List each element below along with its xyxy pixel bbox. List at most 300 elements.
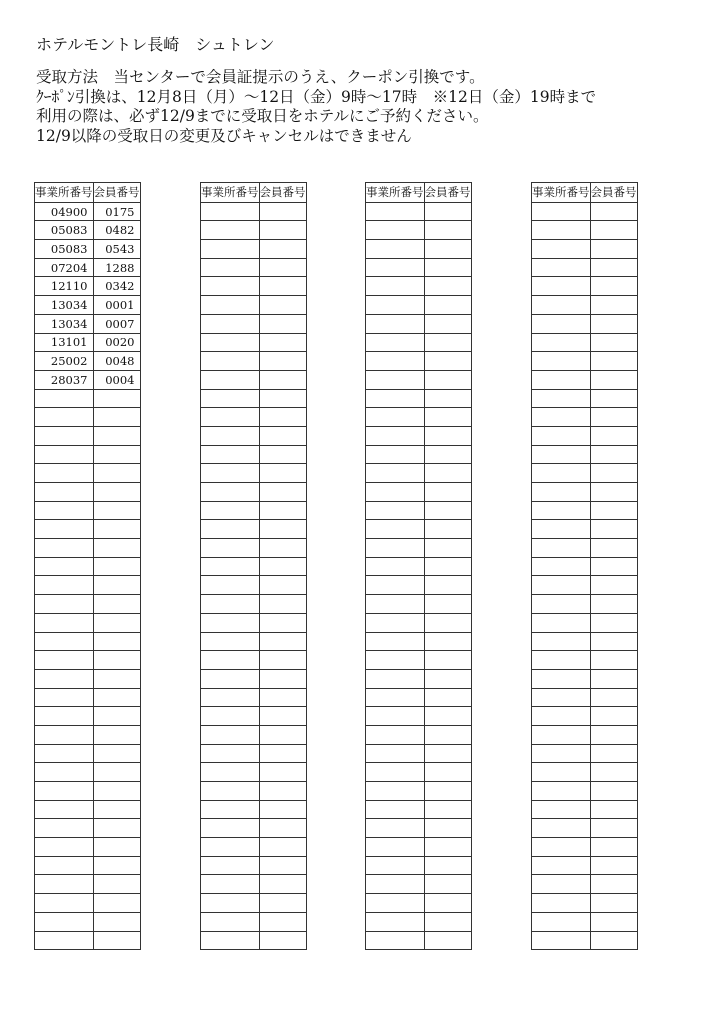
member-number-cell	[259, 669, 306, 688]
table-row	[35, 520, 141, 539]
member-number-cell	[93, 875, 140, 894]
member-number-cell	[424, 277, 471, 296]
office-number-cell	[532, 352, 591, 371]
office-number-cell: 04900	[35, 202, 94, 221]
office-number-header: 事業所番号	[35, 183, 94, 203]
member-number-cell	[590, 613, 637, 632]
table-row	[201, 258, 307, 277]
member-number-cell	[424, 688, 471, 707]
member-number-cell: 0007	[93, 314, 140, 333]
member-number-cell	[259, 202, 306, 221]
office-number-cell	[532, 277, 591, 296]
office-number-cell: 12110	[35, 277, 94, 296]
table-row	[366, 894, 472, 913]
table-row	[366, 912, 472, 931]
office-number-cell	[201, 763, 260, 782]
table-row	[366, 557, 472, 576]
office-number-cell	[201, 782, 260, 801]
table-row	[532, 931, 638, 950]
office-number-cell	[201, 296, 260, 315]
table-row	[201, 296, 307, 315]
table-row	[532, 632, 638, 651]
office-number-cell	[201, 557, 260, 576]
member-number-cell	[424, 501, 471, 520]
table-row	[532, 912, 638, 931]
member-number-cell	[590, 333, 637, 352]
table-row	[532, 408, 638, 427]
office-number-header: 事業所番号	[532, 183, 591, 203]
office-number-cell	[366, 894, 425, 913]
office-number-cell	[366, 613, 425, 632]
office-number-cell	[201, 875, 260, 894]
office-number-cell	[532, 202, 591, 221]
office-number-cell	[532, 501, 591, 520]
table-row	[35, 352, 141, 371]
member-number-cell	[259, 389, 306, 408]
table-row	[201, 632, 307, 651]
table-row	[35, 314, 141, 333]
office-number-cell	[35, 483, 94, 502]
instruction-line: 利用の際は、必ず12/9までに受取日をホテルにご予約ください。	[36, 107, 489, 125]
table-row	[366, 520, 472, 539]
office-number-cell	[532, 800, 591, 819]
office-number-cell	[35, 819, 94, 838]
office-number-cell	[532, 258, 591, 277]
table-row	[35, 707, 141, 726]
member-number-cell	[93, 912, 140, 931]
member-number-cell	[259, 520, 306, 539]
table-row	[366, 258, 472, 277]
office-number-cell	[366, 632, 425, 651]
table-row	[201, 277, 307, 296]
member-number-cell	[424, 370, 471, 389]
member-number-cell	[590, 800, 637, 819]
table-row	[532, 426, 638, 445]
member-number-cell	[424, 426, 471, 445]
member-number-cell	[93, 707, 140, 726]
member-number-cell	[93, 632, 140, 651]
table-row	[201, 539, 307, 558]
instructions	[36, 68, 596, 146]
member-number-cell	[424, 632, 471, 651]
member-number-cell	[590, 296, 637, 315]
member-number-cell	[590, 595, 637, 614]
table-row	[532, 669, 638, 688]
member-number-cell	[259, 426, 306, 445]
member-number-cell	[424, 613, 471, 632]
member-number-cell	[424, 725, 471, 744]
member-number-cell	[590, 819, 637, 838]
table-row	[201, 856, 307, 875]
office-number-cell	[201, 576, 260, 595]
office-number-cell	[532, 613, 591, 632]
office-number-cell	[201, 539, 260, 558]
member-number-cell	[93, 856, 140, 875]
member-number-cell	[259, 912, 306, 931]
member-number-cell	[259, 333, 306, 352]
table-row	[366, 277, 472, 296]
office-number-cell	[201, 483, 260, 502]
office-number-cell	[366, 744, 425, 763]
member-number-cell	[590, 464, 637, 483]
table-row	[366, 501, 472, 520]
member-number-cell	[93, 819, 140, 838]
table-row	[532, 445, 638, 464]
table-row	[35, 688, 141, 707]
member-number-cell	[590, 725, 637, 744]
member-number-cell	[424, 669, 471, 688]
table-row	[532, 464, 638, 483]
member-number-cell	[424, 856, 471, 875]
office-number-cell	[201, 464, 260, 483]
table-row	[366, 426, 472, 445]
table-row	[532, 333, 638, 352]
table-row	[201, 221, 307, 240]
member-number-cell	[259, 725, 306, 744]
table-row	[366, 483, 472, 502]
office-number-cell	[35, 931, 94, 950]
member-number-cell	[590, 894, 637, 913]
table-row	[532, 221, 638, 240]
office-number-cell	[201, 202, 260, 221]
member-number-cell	[259, 875, 306, 894]
member-number-cell	[590, 370, 637, 389]
member-number-cell	[93, 688, 140, 707]
table-row	[366, 875, 472, 894]
table-row	[366, 202, 472, 221]
table-row	[201, 314, 307, 333]
office-number-cell	[35, 688, 94, 707]
office-number-cell: 13101	[35, 333, 94, 352]
member-number-cell	[259, 931, 306, 950]
office-number-cell	[35, 557, 94, 576]
office-number-cell	[532, 707, 591, 726]
table-row	[532, 651, 638, 670]
table-row	[201, 912, 307, 931]
office-number-cell	[366, 856, 425, 875]
office-number-cell	[35, 707, 94, 726]
member-number-cell	[259, 483, 306, 502]
office-number-cell	[366, 240, 425, 259]
member-number-cell	[259, 296, 306, 315]
member-number-cell	[590, 221, 637, 240]
member-number-cell	[259, 576, 306, 595]
member-number-cell	[590, 408, 637, 427]
table-row	[532, 838, 638, 857]
table-row	[201, 576, 307, 595]
office-number-cell	[532, 931, 591, 950]
table-row	[366, 408, 472, 427]
table-row	[35, 539, 141, 558]
office-number-cell	[366, 707, 425, 726]
table-row	[366, 464, 472, 483]
office-number-cell	[201, 800, 260, 819]
table-row	[532, 819, 638, 838]
office-number-cell	[35, 875, 94, 894]
table-row	[201, 595, 307, 614]
table-row	[35, 613, 141, 632]
office-number-cell	[532, 240, 591, 259]
office-number-cell	[35, 389, 94, 408]
table-row	[35, 258, 141, 277]
table-row	[35, 389, 141, 408]
table-row	[35, 651, 141, 670]
table-row	[35, 501, 141, 520]
office-number-cell	[201, 445, 260, 464]
table-row	[532, 595, 638, 614]
member-number-cell	[424, 912, 471, 931]
table-row	[532, 725, 638, 744]
table-row	[201, 240, 307, 259]
member-number-cell	[259, 501, 306, 520]
table-row	[201, 408, 307, 427]
member-number-header: 会員番号	[93, 183, 140, 203]
member-number-cell	[424, 258, 471, 277]
office-number-cell	[366, 277, 425, 296]
table-row	[532, 520, 638, 539]
table-row	[201, 202, 307, 221]
table-row	[532, 296, 638, 315]
member-number-cell	[259, 539, 306, 558]
table-row	[35, 856, 141, 875]
office-number-cell	[532, 632, 591, 651]
table-row	[35, 744, 141, 763]
office-number-cell	[532, 651, 591, 670]
member-number-cell	[93, 931, 140, 950]
table-row	[532, 557, 638, 576]
member-number-cell	[259, 763, 306, 782]
office-number-cell	[366, 782, 425, 801]
table-row	[201, 352, 307, 371]
member-number-cell	[259, 688, 306, 707]
member-number-cell	[93, 557, 140, 576]
member-number-cell	[590, 202, 637, 221]
table-row	[532, 258, 638, 277]
table-row	[35, 725, 141, 744]
office-number-cell	[532, 483, 591, 502]
office-number-cell	[532, 314, 591, 333]
office-number-cell	[201, 725, 260, 744]
table-row	[366, 856, 472, 875]
instruction-line: 12/9以降の受取日の変更及びキャンセルはできません	[36, 126, 412, 145]
table-row	[532, 744, 638, 763]
member-number-cell	[590, 314, 637, 333]
table-row	[35, 669, 141, 688]
table-row	[532, 370, 638, 389]
table-row	[366, 838, 472, 857]
office-number-cell	[35, 426, 94, 445]
member-number-cell	[93, 651, 140, 670]
office-number-cell	[201, 408, 260, 427]
table-row	[366, 352, 472, 371]
member-number-header: 会員番号	[590, 183, 637, 203]
instruction-line: ｸｰﾎﾟﾝ引換は、12月8日（月）～12日（金）9時～17時 ※12日（金）19時まで	[36, 87, 597, 106]
member-number-cell	[424, 838, 471, 857]
member-number-cell	[424, 296, 471, 315]
office-number-cell	[532, 875, 591, 894]
office-number-cell	[366, 483, 425, 502]
member-number-cell	[93, 483, 140, 502]
office-number-cell	[366, 314, 425, 333]
office-number-cell	[366, 464, 425, 483]
member-number-cell	[590, 539, 637, 558]
office-number-cell	[366, 875, 425, 894]
office-number-cell	[532, 688, 591, 707]
office-number-cell	[532, 539, 591, 558]
member-number-cell	[590, 352, 637, 371]
member-number-cell	[259, 613, 306, 632]
member-number-cell	[424, 707, 471, 726]
member-number-cell	[424, 352, 471, 371]
table-row	[366, 539, 472, 558]
office-number-cell	[366, 651, 425, 670]
office-number-cell	[366, 912, 425, 931]
member-number-cell	[590, 501, 637, 520]
office-number-cell	[201, 688, 260, 707]
member-number-cell	[93, 782, 140, 801]
office-number-cell	[201, 389, 260, 408]
member-number-cell	[259, 894, 306, 913]
member-number-cell	[259, 782, 306, 801]
office-number-cell	[201, 426, 260, 445]
table-row	[532, 856, 638, 875]
member-number-cell	[259, 370, 306, 389]
table-row	[366, 688, 472, 707]
member-number-cell	[93, 838, 140, 857]
table-row	[366, 632, 472, 651]
office-number-cell	[532, 370, 591, 389]
table-row	[532, 763, 638, 782]
member-number-cell	[259, 819, 306, 838]
table-row	[35, 408, 141, 427]
office-number-cell	[201, 632, 260, 651]
member-table-3	[365, 182, 472, 950]
office-number-cell	[201, 894, 260, 913]
office-number-cell	[201, 651, 260, 670]
office-number-cell	[35, 501, 94, 520]
office-number-cell: 13034	[35, 296, 94, 315]
member-number-cell	[424, 483, 471, 502]
table-row	[366, 651, 472, 670]
office-number-cell	[201, 314, 260, 333]
member-number-cell	[93, 800, 140, 819]
table-row	[201, 725, 307, 744]
office-number-cell	[366, 221, 425, 240]
member-number-cell	[424, 314, 471, 333]
table-row	[35, 576, 141, 595]
member-number-cell	[590, 240, 637, 259]
member-number-cell: 0543	[93, 240, 140, 259]
member-number-cell	[424, 763, 471, 782]
office-number-cell	[35, 856, 94, 875]
office-number-header: 事業所番号	[366, 183, 425, 203]
member-number-cell	[590, 651, 637, 670]
office-number-cell	[366, 688, 425, 707]
table-row	[532, 613, 638, 632]
table-row	[532, 800, 638, 819]
member-number-cell	[259, 838, 306, 857]
member-table-2	[200, 182, 307, 950]
member-number-cell	[590, 389, 637, 408]
table-row	[35, 632, 141, 651]
office-number-cell	[201, 819, 260, 838]
office-number-cell	[366, 352, 425, 371]
member-number-cell	[259, 258, 306, 277]
table-row	[201, 707, 307, 726]
member-number-cell	[259, 632, 306, 651]
office-number-cell	[35, 800, 94, 819]
member-number-cell	[590, 782, 637, 801]
office-number-cell	[532, 856, 591, 875]
office-number-cell	[35, 894, 94, 913]
office-number-cell	[35, 595, 94, 614]
member-number-cell	[259, 856, 306, 875]
office-number-cell	[35, 744, 94, 763]
office-number-cell	[366, 520, 425, 539]
office-number-cell: 25002	[35, 352, 94, 371]
office-number-cell	[35, 763, 94, 782]
member-number-cell	[259, 744, 306, 763]
office-number-cell	[532, 221, 591, 240]
office-number-cell	[532, 576, 591, 595]
office-number-cell	[532, 894, 591, 913]
office-number-cell	[201, 931, 260, 950]
office-number-cell	[201, 501, 260, 520]
table-row	[532, 894, 638, 913]
office-number-cell	[532, 595, 591, 614]
office-number-cell	[35, 576, 94, 595]
office-number-cell	[201, 912, 260, 931]
member-number-cell	[259, 408, 306, 427]
office-number-cell	[201, 856, 260, 875]
table-row	[201, 426, 307, 445]
table-row	[201, 333, 307, 352]
table-row	[35, 202, 141, 221]
table-row	[366, 314, 472, 333]
office-number-cell	[201, 838, 260, 857]
table-row	[201, 483, 307, 502]
table-row	[35, 483, 141, 502]
table-row	[35, 557, 141, 576]
table-row	[366, 389, 472, 408]
member-number-cell	[93, 445, 140, 464]
office-number-cell	[201, 744, 260, 763]
office-number-cell	[201, 613, 260, 632]
table-row	[201, 557, 307, 576]
table-row	[532, 202, 638, 221]
member-number-cell	[590, 520, 637, 539]
office-number-cell	[366, 426, 425, 445]
office-number-cell	[532, 557, 591, 576]
table-row	[366, 445, 472, 464]
office-number-cell	[366, 539, 425, 558]
office-number-cell	[35, 725, 94, 744]
instruction-line: 受取方法 当センターで会員証提示のうえ、クーポン引換です。	[36, 68, 485, 86]
table-row	[366, 819, 472, 838]
office-number-cell	[532, 669, 591, 688]
table-row	[532, 576, 638, 595]
member-number-cell	[259, 707, 306, 726]
member-number-cell	[424, 782, 471, 801]
office-number-cell	[532, 520, 591, 539]
table-row	[532, 782, 638, 801]
member-number-cell	[93, 464, 140, 483]
member-number-cell	[93, 520, 140, 539]
table-row	[201, 744, 307, 763]
member-number-cell: 0001	[93, 296, 140, 315]
table-row	[35, 333, 141, 352]
table-row	[532, 352, 638, 371]
